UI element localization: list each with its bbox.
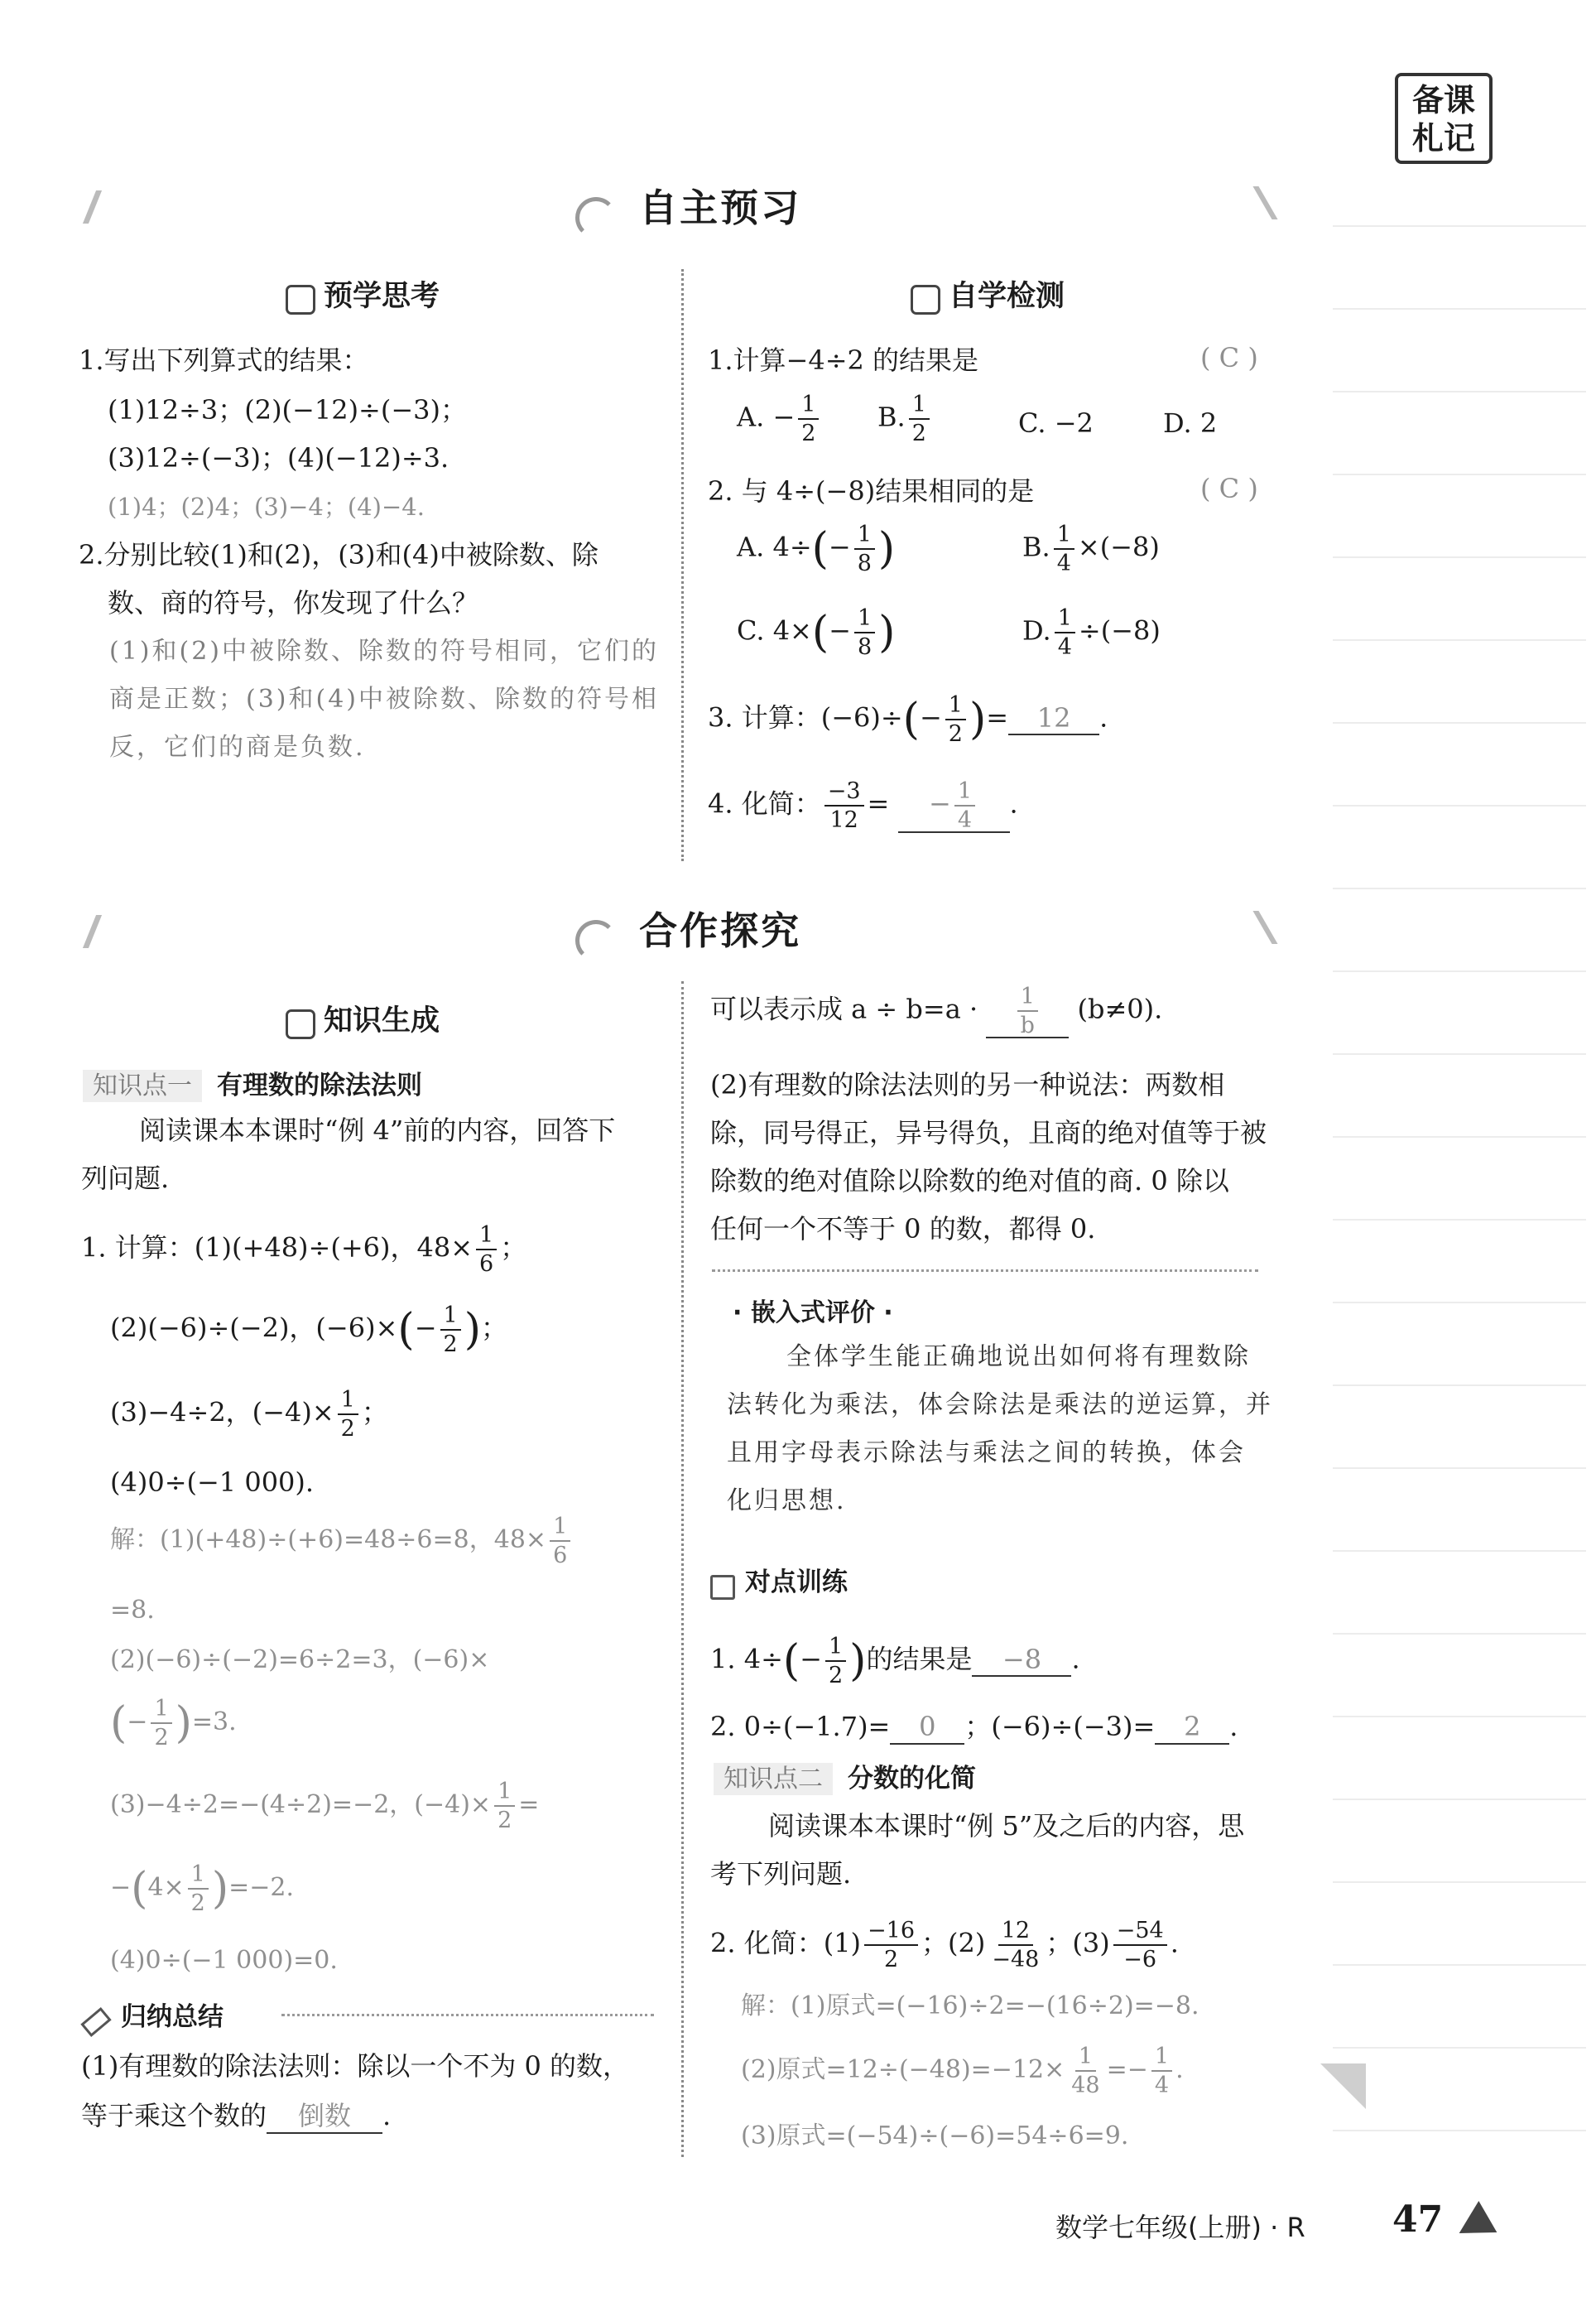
subsection-header-knowledge xyxy=(286,998,440,1042)
solution-line: 解：(1)原式=(−16)÷2=−(16÷2)=−8. xyxy=(741,1991,1199,2020)
book-icon xyxy=(286,1009,315,1039)
calc-item-1: 1. 计算：(1)(+48)÷(+6)，48× $\frac{1}{6}$ ； xyxy=(81,1222,527,1277)
option-b: B. $\frac{1}{2}$ xyxy=(877,393,933,445)
section-header-explore xyxy=(575,901,801,961)
solution-line: =8. xyxy=(110,1596,155,1625)
subsection-title: 知识生成 xyxy=(324,1004,440,1038)
knowledge-point-1: 知识点一 有理数的除法法则 xyxy=(83,1064,422,1101)
rule-text: 任何一个不等于 0 的数，都得 0. xyxy=(710,1213,1096,1245)
solution-line: (− $\frac{1}{2}$ )=3. xyxy=(110,1696,237,1750)
rule-text: 等于乘这个数的 倒数 . xyxy=(81,2099,391,2134)
answer-blank: −8 xyxy=(972,1644,1071,1677)
subsection-title: 自学检测 xyxy=(949,280,1065,313)
rule-text: 除数的绝对值除以除数的绝对值的商. 0 除以 xyxy=(710,1165,1229,1197)
practice-1: 1. 4÷(− $\frac{1}{2}$ )的结果是 −8 . xyxy=(710,1634,1080,1688)
decor-slash xyxy=(83,190,102,224)
summary-header: 归纳总结 xyxy=(83,1996,224,2033)
answer-text: 商是正数；(3)和(4)中被除数、除数的符号相 xyxy=(109,685,659,714)
question-text: (3)12÷(−3)；(4)(−12)÷3. xyxy=(108,442,449,474)
question-text: 1.写出下列算式的结果： xyxy=(79,344,369,376)
calc-item-2: (2)(−6)÷(−2)，(−6)×(− $\frac{1}{2}$ )； xyxy=(110,1303,507,1357)
pencil-icon xyxy=(710,1575,735,1600)
swirl-icon xyxy=(575,920,617,961)
instruction-text: 阅读课本本课时“例 4”前的内容，回答下 xyxy=(139,1115,616,1146)
decor-slash xyxy=(1252,186,1277,219)
solution-line: (2)(−6)÷(−2)=6÷2=3，(−6)× xyxy=(110,1645,490,1674)
section-header-preview xyxy=(575,178,801,238)
instruction-text: 列问题. xyxy=(81,1163,170,1194)
solution-line: (2)原式=12÷(−48)=−12× $\frac{1}{48}$ =− $\frac{1}{4}$ . xyxy=(741,2044,1184,2098)
book-icon xyxy=(286,285,315,315)
question-3: 3. 计算：(−6)÷(− $\frac{1}{2}$ )= 12 . xyxy=(708,692,1108,747)
question-text: 2. 与 4÷(−8)结果相同的是 xyxy=(708,475,1035,507)
page-number: 47 xyxy=(1392,2198,1444,2241)
section-title: 自主预习 xyxy=(639,185,802,230)
column-divider xyxy=(681,269,684,861)
solution-line: 解：(1)(+48)÷(+6)=48÷6=8，48× $\frac{1}{6}$ xyxy=(110,1515,574,1567)
badge-line1: 备课 xyxy=(1411,82,1475,118)
embedded-eval-text: 全体学生能正确地说出如何将有理数除 xyxy=(786,1342,1251,1371)
embedded-eval-title: · 嵌入式评价 · xyxy=(733,1298,893,1327)
decor-arrow xyxy=(1450,2201,1497,2249)
answer-blank: $\frac{1}{b}$ xyxy=(986,985,1069,1038)
checklist-icon xyxy=(911,285,940,315)
solution-line: −(4× $\frac{1}{2}$ )=−2. xyxy=(110,1861,295,1916)
answer-text: 反，它们的商是负数. xyxy=(109,733,366,762)
option-a: A. − $\frac{1}{2}$ xyxy=(737,393,822,445)
question-text: (1)12÷3；(2)(−12)÷(−3)； xyxy=(108,394,468,426)
answer-blank: 12 xyxy=(1008,702,1099,735)
decor-triangle xyxy=(1320,2063,1366,2109)
pencil-icon xyxy=(80,2007,111,2037)
option-d: D. $\frac{1}{4}$ ÷(−8) xyxy=(1022,605,1161,660)
subsection-header-prethink xyxy=(286,273,440,317)
subsection-header-selftest xyxy=(911,273,1065,317)
subsection-title: 预学思考 xyxy=(324,280,440,313)
choice-answer: ( C ) xyxy=(1200,473,1258,504)
notes-badge xyxy=(1395,73,1493,164)
decor-slash xyxy=(83,915,102,948)
rule-text: (1)有理数的除法法则：除以一个不为 0 的数， xyxy=(81,2050,630,2082)
choice-answer: ( C ) xyxy=(1200,342,1258,373)
answer-blank: − $\frac{1}{4}$ xyxy=(898,780,1010,833)
dotted-divider xyxy=(712,1269,1258,1272)
dotted-divider xyxy=(281,2014,654,2016)
embedded-eval-text: 法转化为乘法，体会除法是乘法的逆运算，并 xyxy=(727,1390,1273,1419)
answer-text: (1)和(2)中被除数、除数的符号相同，它们的 xyxy=(109,637,659,666)
answer-blank: 倒数 xyxy=(267,2099,382,2134)
calc-item-3: (3)−4÷2，(−4)× $\frac{1}{2}$ ； xyxy=(110,1387,388,1442)
option-c: C. −2 xyxy=(1018,407,1094,439)
column-divider xyxy=(681,981,684,2157)
practice-header: 对点训练 xyxy=(710,1561,848,1600)
question-text: 数、商的符号，你发现了什么？ xyxy=(108,587,479,619)
option-c: C. 4×(− $\frac{1}{8}$ ) xyxy=(737,605,896,660)
embedded-eval-text: 化归思想. xyxy=(727,1486,847,1515)
book-title: 数学七年级(上册) · R xyxy=(1055,2212,1305,2243)
decor-slash xyxy=(1252,911,1277,944)
question-text: 2.分别比较(1)和(2)，(3)和(4)中被除数、除 xyxy=(79,539,598,571)
solution-line: (3)−4÷2=−(4÷2)=−2，(−4)× $\frac{1}{2}$ = xyxy=(110,1779,540,1833)
option-d: D. 2 xyxy=(1163,407,1218,439)
section-title: 合作探究 xyxy=(639,908,802,953)
option-a: A. 4÷(− $\frac{1}{8}$ ) xyxy=(737,522,896,576)
question-text: 1.计算−4÷2 的结果是 xyxy=(708,344,979,376)
badge-line2: 札记 xyxy=(1411,120,1475,156)
option-b: B. $\frac{1}{4}$ ×(−8) xyxy=(1022,522,1160,576)
solution-line: (4)0÷(−1 000)=0. xyxy=(110,1946,338,1975)
practice-2: 2. 0÷(−1.7)= 0 ；(−6)÷(−3)= 2 . xyxy=(710,1710,1238,1745)
answer-blank: 2 xyxy=(1155,1710,1229,1745)
rule-continuation: 可以表示成 a ÷ b=a · $\frac{1}{b}$ (b≠0). xyxy=(710,984,1163,1038)
rule-text: 除，同号得正，异号得负，且商的绝对值等于被 xyxy=(710,1117,1267,1148)
simplify-question: 2. 化简：(1) $\frac{-16}{2}$ ；(2) $\frac{12}{-48}$ ；(3) $\frac{-54}{-6}$ . xyxy=(710,1918,1179,1972)
answer-blank: 0 xyxy=(890,1710,964,1745)
answer-text: (1)4；(2)4；(3)−4；(4)−4. xyxy=(108,493,425,521)
rule-text: (2)有理数的除法法则的另一种说法：两数相 xyxy=(710,1069,1225,1100)
knowledge-point-2: 知识点二 分数的化简 xyxy=(714,1757,976,1794)
question-4: 4. 化简： $\frac{-3}{12}$ = − $\frac{1}{4}$ . xyxy=(708,778,1018,833)
solution-line: (3)原式=(−54)÷(−6)=54÷6=9. xyxy=(741,2121,1129,2150)
swirl-icon xyxy=(575,197,617,238)
embedded-eval-text: 且用字母表示除法与乘法之间的转换，体会 xyxy=(727,1438,1246,1467)
instruction-text: 阅读课本本课时“例 5”及之后的内容，思 xyxy=(768,1810,1245,1842)
instruction-text: 考下列问题. xyxy=(710,1858,852,1890)
calc-item-4: (4)0÷(−1 000). xyxy=(110,1466,315,1498)
